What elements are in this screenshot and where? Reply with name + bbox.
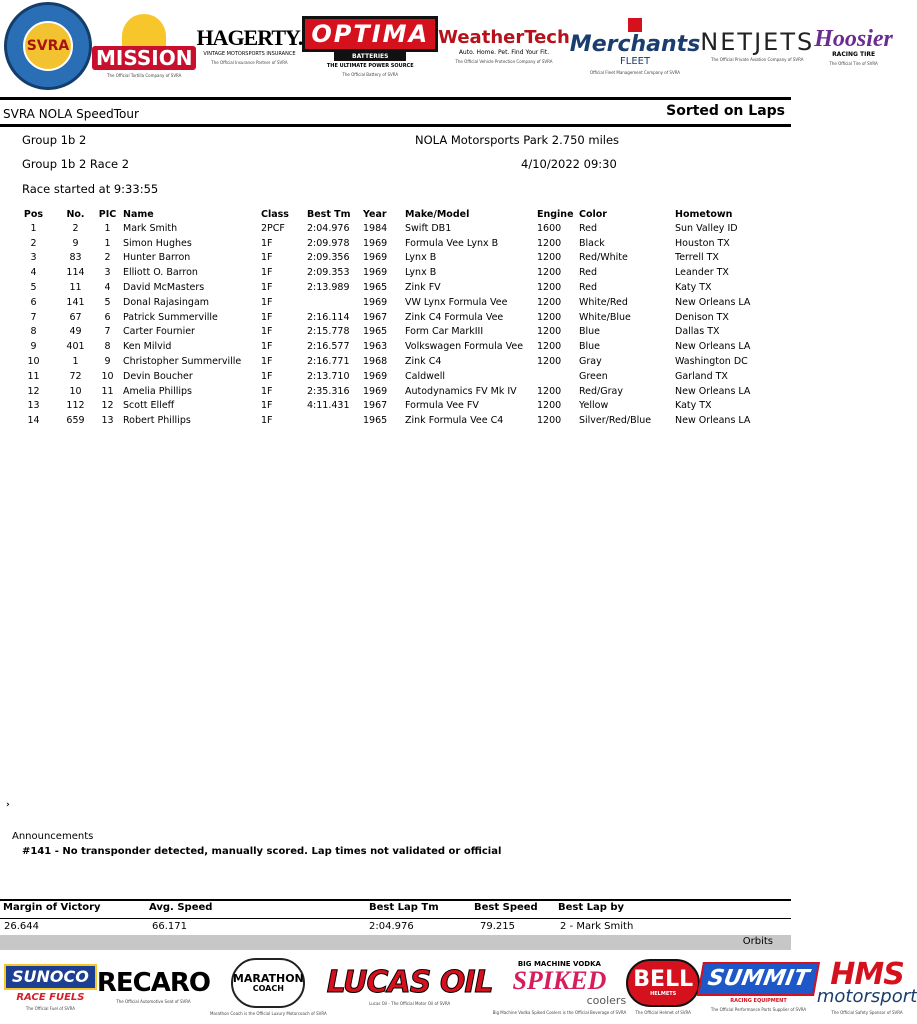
cell-class: 1F	[261, 415, 273, 427]
table-row	[10, 369, 773, 384]
cell-hometown: Katy TX	[675, 400, 712, 412]
cell-name: Robert Phillips	[123, 415, 191, 427]
cell-color: Green	[579, 370, 608, 382]
cell-color: Blue	[579, 341, 601, 353]
cell-year: 1968	[363, 356, 388, 368]
cell-color: Red/White	[579, 252, 628, 264]
announcement-text: #141 - No transponder detected, manually scored. Lap times not validated or official	[22, 846, 502, 857]
avg-speed-value: 66.171	[152, 921, 187, 932]
cell-name: Christopher Summerville	[123, 356, 242, 368]
cell-make-model: Autodynamics FV Mk IV	[405, 385, 517, 397]
cell-color: White/Blue	[579, 311, 631, 323]
mission-logo: MISSION The Official Tortilla Company of SVRA	[92, 14, 196, 78]
cell-make-model: Zink C4	[405, 356, 442, 368]
cell-year: 1969	[363, 267, 388, 279]
cell-engine: 1200	[537, 311, 562, 323]
cell-name: Elliott O. Barron	[123, 267, 198, 279]
cell-best-tm: 2:13.710	[307, 370, 350, 382]
orbits-footer	[0, 935, 791, 950]
cell-pos: 13	[27, 400, 40, 412]
cell-year: 1967	[363, 311, 388, 323]
cell-class: 1F	[261, 400, 273, 412]
cell-name: Patrick Summerville	[123, 311, 218, 323]
cell-hometown: New Orleans LA	[675, 341, 751, 353]
cell-no: 9	[72, 237, 79, 249]
marathon-coach-logo: MARATHON COACH Marathon Coach is the Official Luxury Motorcoach of SVRA	[210, 958, 327, 1016]
cell-class: 1F	[261, 326, 273, 338]
cell-make-model: Form Car MarkIII	[405, 326, 484, 338]
cell-best-tm: 2:04.976	[307, 222, 350, 234]
race-datetime: 4/10/2022 09:30	[521, 157, 617, 171]
table-row	[10, 325, 773, 340]
cell-engine: 1200	[537, 385, 562, 397]
table-row	[10, 413, 773, 428]
netjets-logo: NETJETS The Official Private Aviation Company of SVRA	[700, 28, 815, 62]
bottom-sponsor-bar	[0, 952, 917, 1022]
col-header-make-model: Make/Model	[405, 208, 470, 220]
cell-pic: 10	[101, 370, 114, 382]
spiked-coolers-logo: BIG MACHINE VODKA SPIKED coolers Big Machine Vodka Spiked Coolers is the Official Beverage of SVRA	[492, 959, 627, 1015]
best-lap-label: Best Lap Tm	[369, 902, 439, 913]
cell-make-model: Zink FV	[405, 282, 441, 294]
cell-pos: 10	[27, 356, 40, 368]
group-label: Group 1b 2	[22, 133, 87, 147]
cell-make-model: Lynx B	[405, 267, 437, 279]
cell-color: Gray	[579, 356, 602, 368]
cell-class: 1F	[261, 237, 273, 249]
cell-best-tm: 4:11.431	[307, 400, 350, 412]
cell-no: 49	[69, 326, 82, 338]
avg-speed-label: Avg. Speed	[149, 902, 213, 913]
hoosier-logo: Hoosier RACING TIRE The Official Tire of SVRA	[814, 25, 893, 66]
cell-make-model: Caldwell	[405, 370, 446, 382]
cell-engine: 1200	[537, 267, 562, 279]
cell-year: 1967	[363, 400, 388, 412]
cell-year: 1984	[363, 222, 388, 234]
cell-no: 112	[66, 400, 85, 412]
table-row	[10, 221, 773, 236]
cell-pos: 2	[30, 237, 37, 249]
cell-pic: 1	[104, 237, 111, 249]
cell-hometown: Leander TX	[675, 267, 729, 279]
cell-hometown: Denison TX	[675, 311, 729, 323]
results-body	[10, 221, 773, 428]
race-start-time: Race started at 9:33:55	[22, 182, 159, 196]
cell-make-model: Formula Vee FV	[405, 400, 479, 412]
cell-pic: 7	[104, 326, 111, 338]
results-table	[10, 207, 773, 428]
cell-pic: 9	[104, 356, 111, 368]
cell-color: Red	[579, 267, 598, 279]
cell-year: 1969	[363, 237, 388, 249]
best-speed-value: 79.215	[480, 921, 515, 932]
table-row	[10, 236, 773, 251]
cell-class: 1F	[261, 341, 273, 353]
svra-logo	[4, 2, 92, 90]
cell-year: 1963	[363, 341, 388, 353]
cell-class: 1F	[261, 370, 273, 382]
cell-color: White/Red	[579, 296, 628, 308]
cell-pos: 9	[30, 341, 37, 353]
cell-engine: 1200	[537, 296, 562, 308]
cell-best-tm: 2:09.978	[307, 237, 350, 249]
cell-no: 72	[69, 370, 82, 382]
hms-motorsport-logo: HMS motorsport The Official Safety Sponsor of SVRA	[816, 956, 917, 1015]
race-label: Group 1b 2 Race 2	[22, 157, 130, 171]
table-row	[10, 354, 773, 369]
bell-oval-icon: BELL HELMETS	[626, 959, 700, 1007]
event-title: SVRA NOLA SpeedTour	[3, 107, 139, 121]
cell-engine: 1200	[537, 282, 562, 294]
cell-best-tm: 2:16.577	[307, 341, 350, 353]
cell-year: 1965	[363, 415, 388, 427]
results-header	[0, 101, 791, 124]
cell-hometown: Terrell TX	[675, 252, 719, 264]
cell-pic: 3	[104, 267, 111, 279]
cell-no: 2	[72, 222, 79, 234]
cell-engine: 1200	[537, 341, 562, 353]
cell-engine: 1200	[537, 415, 562, 427]
cell-no: 67	[69, 311, 82, 323]
cell-make-model: VW Lynx Formula Vee	[405, 296, 508, 308]
cell-no: 10	[69, 385, 82, 397]
weathertech-logo: WeatherTech Auto. Home. Pet. Find Your Fit. The Official Vehicle Protection Company of SVRA	[438, 26, 570, 64]
cell-class: 1F	[261, 385, 273, 397]
cell-year: 1965	[363, 326, 388, 338]
cell-no: 114	[66, 267, 85, 279]
col-header-best-tm: Best Tm	[307, 208, 351, 220]
track-label: NOLA Motorsports Park 2.750 miles	[415, 133, 620, 147]
margin-label: Margin of Victory	[3, 902, 101, 913]
cell-no: 11	[69, 282, 82, 294]
cell-class: 2PCF	[261, 222, 285, 234]
cell-name: Devin Boucher	[123, 370, 193, 382]
cell-best-tm: 2:16.114	[307, 311, 350, 323]
top-sponsor-bar	[0, 2, 893, 90]
cell-make-model: Lynx B	[405, 252, 437, 264]
cell-hometown: Washington DC	[675, 356, 748, 368]
cell-year: 1965	[363, 282, 388, 294]
cell-year: 1969	[363, 252, 388, 264]
cell-best-tm: 2:09.353	[307, 267, 350, 279]
cell-make-model: Volkswagen Formula Vee	[405, 341, 524, 353]
cell-best-tm	[305, 413, 361, 428]
cell-year: 1969	[363, 296, 388, 308]
cell-make-model: Swift DB1	[405, 222, 452, 234]
col-header-year: Year	[363, 208, 387, 220]
cell-color: Silver/Red/Blue	[579, 415, 652, 427]
cell-name: Carter Fournier	[123, 326, 195, 338]
cell-hometown: Sun Valley ID	[675, 222, 738, 234]
cell-pos: 14	[27, 415, 40, 427]
best-speed-label: Best Speed	[474, 902, 538, 913]
cell-make-model: Formula Vee Lynx B	[405, 237, 499, 249]
col-header-no: No.	[66, 208, 85, 220]
cell-engine: 1200	[537, 252, 562, 264]
best-lap-by-label: Best Lap by	[558, 902, 625, 913]
cell-name: Hunter Barron	[123, 252, 191, 264]
cell-hometown: New Orleans LA	[675, 385, 751, 397]
cell-pos: 3	[30, 252, 37, 264]
cell-engine: 1200	[537, 356, 562, 368]
cell-class: 1F	[261, 282, 273, 294]
recaro-logo: RECARO The Official Automotive Seat of SVRA	[96, 968, 210, 1004]
cell-pos: 11	[27, 370, 40, 382]
cell-hometown: Dallas TX	[675, 326, 720, 338]
table-row	[10, 295, 773, 310]
cell-class: 1F	[261, 252, 273, 264]
cell-best-tm: 2:15.778	[307, 326, 350, 338]
cell-engine: 1200	[537, 326, 562, 338]
cell-no: 401	[66, 341, 85, 353]
best-lap-by-value: 2 - Mark Smith	[560, 921, 634, 932]
margin-value: 26.644	[4, 921, 39, 932]
table-header-row	[10, 207, 773, 221]
cell-hometown: Houston TX	[675, 237, 730, 249]
cell-hometown: New Orleans LA	[675, 296, 751, 308]
summit-racing-logo: SUMMIT RACING EQUIPMENT The Official Performance Parts Supplier of SVRA	[700, 962, 817, 1012]
cell-class: 1F	[261, 356, 273, 368]
best-lap-value: 2:04.976	[369, 921, 414, 932]
race-summary	[0, 901, 791, 935]
cell-name: Donal Rajasingam	[123, 296, 210, 308]
col-header-pos: Pos	[23, 208, 44, 220]
cell-pic: 2	[104, 252, 111, 264]
table-row	[10, 265, 773, 280]
cell-color: Red/Gray	[579, 385, 623, 397]
cell-hometown: Garland TX	[675, 370, 728, 382]
cell-pic: 12	[101, 400, 114, 412]
merchants-fleet-logo: Merchants FLEET Official Fleet Management Company of SVRA	[570, 18, 701, 75]
cell-no: 1	[72, 356, 79, 368]
cell-engine: 1200	[537, 400, 562, 412]
col-header-class: Class	[261, 208, 289, 220]
header-rule-top	[0, 97, 791, 100]
cell-color: Red	[579, 282, 598, 294]
cell-name: David McMasters	[123, 282, 205, 294]
cell-hometown: Katy TX	[675, 282, 712, 294]
cell-color: Red	[579, 222, 598, 234]
cell-best-tm	[305, 295, 361, 310]
cell-pic: 5	[104, 296, 111, 308]
lucas-oil-logo: LUCAS OIL Lucas Oil - The Official Motor Oil of SVRA	[326, 965, 493, 1006]
cell-pic: 4	[104, 282, 111, 294]
cell-pic: 8	[104, 341, 111, 353]
cell-make-model: Zink Formula Vee C4	[405, 415, 504, 427]
header-rule-bottom	[0, 124, 791, 127]
cell-hometown: New Orleans LA	[675, 415, 751, 427]
table-row	[10, 384, 773, 399]
cell-engine: 1600	[537, 222, 562, 234]
cell-color: Yellow	[579, 400, 609, 412]
col-header-engine: Engine	[537, 208, 574, 220]
cell-class: 1F	[261, 267, 273, 279]
sunoco-logo: SUNOCO RACE FUELS The Official Fuel of SVRA	[4, 964, 97, 1011]
table-row	[10, 280, 773, 295]
col-header-color: Color	[579, 208, 607, 220]
col-header-pic: PIC	[98, 208, 117, 220]
cell-engine	[535, 369, 577, 384]
merchants-mark-icon	[628, 18, 642, 32]
cell-best-tm: 2:35.316	[307, 385, 350, 397]
cell-make-model: Zink C4 Formula Vee	[405, 311, 504, 323]
cell-pos: 7	[30, 311, 37, 323]
summary-divider	[0, 918, 791, 919]
table-row	[10, 399, 773, 414]
cell-no: 659	[66, 415, 85, 427]
cell-class: 1F	[261, 296, 273, 308]
cell-name: Simon Hughes	[123, 237, 192, 249]
cell-best-tm: 2:09.356	[307, 252, 350, 264]
optima-logo: OPTIMA BATTERIES THE ULTIMATE POWER SOURCE The Official Battery of SVRA	[302, 16, 438, 77]
col-header-hometown: Hometown	[675, 208, 733, 220]
cell-engine: 1200	[537, 237, 562, 249]
table-row	[10, 339, 773, 354]
cell-no: 83	[69, 252, 82, 264]
cell-best-tm: 2:16.771	[307, 356, 350, 368]
cell-year: 1969	[363, 385, 388, 397]
cell-name: Amelia Phillips	[123, 385, 193, 397]
page-mark: ›	[6, 800, 10, 810]
mission-shield-icon	[122, 14, 166, 50]
cell-pos: 4	[30, 267, 37, 279]
cell-pic: 1	[104, 222, 111, 234]
cell-pic: 6	[104, 311, 111, 323]
sort-label: Sorted on Laps	[666, 103, 785, 119]
hagerty-logo: HAGERTY. VINTAGE MOTORSPORTS INSURANCE The Official Insurance Partner of SVRA	[196, 25, 303, 65]
cell-pos: 6	[30, 296, 37, 308]
cell-pos: 5	[30, 282, 37, 294]
marathon-ring-icon: MARATHON COACH	[231, 958, 305, 1008]
svra-seal-icon: SVRA	[4, 2, 92, 90]
cell-pos: 12	[27, 385, 40, 397]
bell-helmets-logo: BELL HELMETS The Official Helmet of SVRA	[626, 959, 700, 1015]
cell-color: Black	[579, 237, 605, 249]
cell-pos: 1	[30, 222, 37, 234]
cell-no: 141	[66, 296, 85, 308]
cell-name: Mark Smith	[123, 222, 178, 234]
cell-name: Scott Elleff	[123, 400, 175, 412]
cell-name: Ken Milvid	[123, 341, 172, 353]
table-row	[10, 251, 773, 266]
cell-pos: 8	[30, 326, 37, 338]
cell-pic: 13	[101, 415, 114, 427]
cell-year: 1969	[363, 370, 388, 382]
cell-pic: 11	[101, 385, 114, 397]
orbits-label: Orbits	[742, 936, 773, 947]
cell-class: 1F	[261, 311, 273, 323]
cell-best-tm: 2:13.989	[307, 282, 350, 294]
col-header-name: Name	[123, 208, 154, 220]
announcements-title: Announcements	[12, 831, 94, 842]
cell-color: Blue	[579, 326, 601, 338]
table-row	[10, 310, 773, 325]
